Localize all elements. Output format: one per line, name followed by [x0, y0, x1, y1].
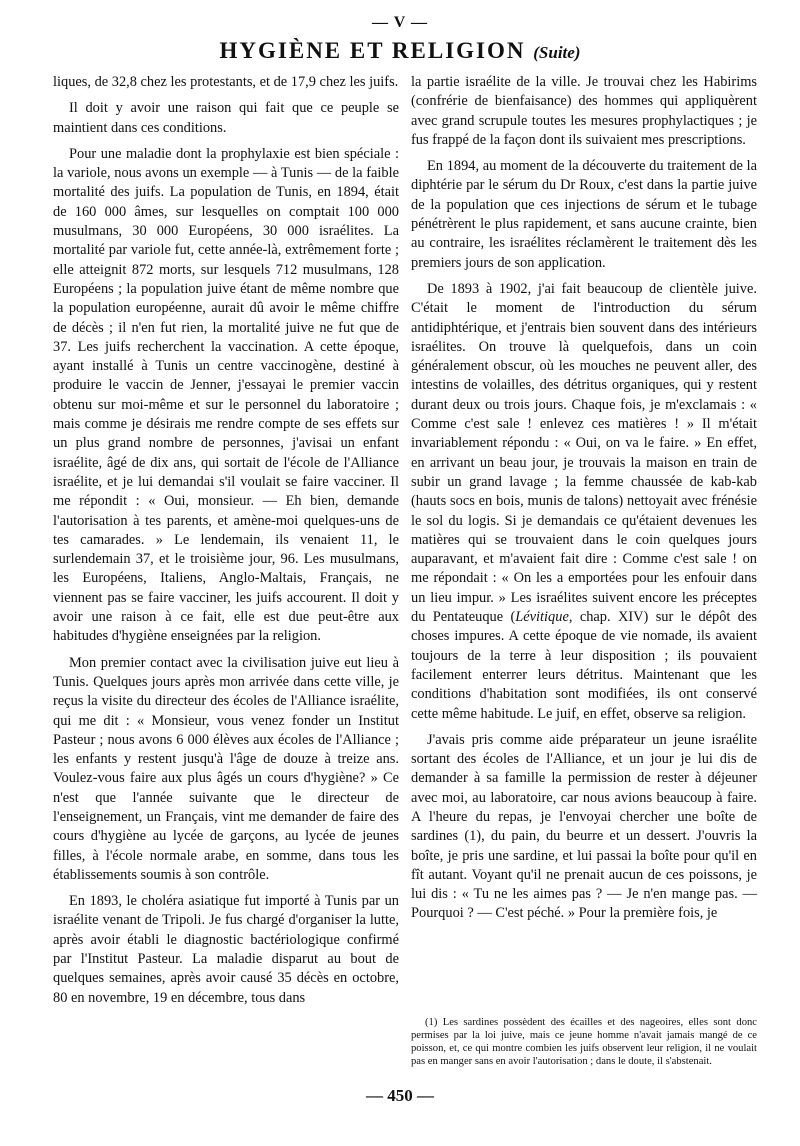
title-main: HYGIÈNE ET RELIGION — [219, 38, 526, 63]
left-column — [53, 73, 399, 1015]
paragraph: liques, de 32,8 chez les protestants, et de 17,9 chez les juifs. — [53, 74, 399, 90]
footnote — [411, 1016, 757, 1068]
paragraph-text: De 1893 à 1902, j'ai fait beaucoup de clientèle juive. C'était le moment de l'introduction du sérum antidiphtérique, et j'entrais bien souvent dans des intérieurs israélites. On trouve là quelquefois, dans un coin généralement obscur, où les mouches ne peuvent aller, des intestins de volailles, des détritus organiques, qui y restent durant deux ou trois jours. Chaque fois, je m'exclamais : « Comme c'est sale ! enlevez ces matières ! » Il m'était invariablement répondu : « Oui, on va le faire. » En effet, en arrivant un beau jour, je trouvais la maison en train de subir un grand lavage ; la femme chaussée de kab-kab (hauts socs en bois, munis de talons) nettoyait avec frénésie le sol du logis. Si je demandais ce qu'étaient devenues les matières qui se trouvaient dans le coin quelques jours auparavant, et m'avaient fait dire : Comme c'est sale ! on me répondait : « On les a emportées pour les enfouir dans un lieu impur. » Les israélites suivent encore les préceptes du Pentateuque ( — [411, 280, 757, 626]
section-number: — V — — [372, 14, 428, 31]
page-title — [0, 38, 800, 64]
paragraph — [411, 280, 757, 724]
footnote-text: (1) Les sardines possèdent des écailles et des nageoires, elles sont donc permises par la loi juive, mais ce jeune homme n'avait jamais mangé de ce poisson, et, ce qui montre combien les juifs observent leur religion, il ne voulait pas en manger sans en avoir l'autorisation ; dans le doute, il s'abstenait. — [411, 1017, 757, 1067]
paragraph: En 1894, au moment de la découverte du traitement de la diphtérie par le sérum du Dr Roux, c'est dans la partie juive de la population que ces injections de sérum et le tubage pénétrèrent le plus rapidement, et sans aucune crainte, bien au contraire, les israélites réclamèrent le traitement dès les premiers jours de son application. — [411, 158, 757, 271]
paragraph: Mon premier contact avec la civilisation juive eut lieu à Tunis. Quelques jours après mon arrivée dans cette ville, je reçus la visite du directeur des écoles de l'Alliance israélite, qui me dit : « Monsieur, vous venez fonder un Institut Pasteur ; nous avons 6 000 élèves aux écoles de l'Alliance ; les enfants y restent jusqu'à l'âge de douze à treize ans. Voulez-vous faire aux plus âgés un cours d'hygiène? » Ce n'est que l'année suivante que le directeur de l'enseignement, un Français, vint me demander de faire des cours d'hygiène au lycée de garçons, au lycée de jeunes filles, à l'école normale arabe, en somme, dans tous les établissements soumis à son contrôle. — [53, 654, 399, 883]
paragraph: la partie israélite de la ville. Je trouvai chez les Habirims (confrérie de bienfaisance) des hommes qui appliquèrent avec grand scrupule toutes les mesures prophylactiques ; je fus frappé de la façon dont ils suivaient mes prescriptions. — [411, 74, 757, 148]
page-number: — 450 — — [366, 1086, 434, 1105]
title-suffix: (Suite) — [533, 43, 581, 62]
paragraph: Pour une maladie dont la prophylaxie est bien spéciale : la variole, nous avons un exemple — à Tunis — de la faible mortalité des juifs. La population de Tunis, en 1894, était de 160 000 âmes, sur lesquelles on comptait 100 000 musulmans, 30 000 Européens, 30 000 israélites. La mortalité par variole fut, cette année-là, extrêmement forte ; elle atteignit 872 morts, sur lesquels 712 musulmans, 128 Européens ; la population juive étant de même nombre que la population européenne, aurait dû avoir le même chiffre de décès ; il n'en fut rien, la mortalité juive ne fut que de 37. Les juifs recherchent la vaccination. A cette époque, ayant installé à Tunis un centre vaccinogène, destiné à produire le vaccin de Jenner, j'essayai le premier vaccin obtenu sur moi-même et sur le personnel du laboratoire ; mais comme je désirais me rendre compte de ses effets sur un plus grand nombre de personnes, j'avisai un enfant israélite, âgé de dix ans, qui sortait de l'école de l'Alliance israélite, et je lui demandai s'il voulait se faire vacciner. Il me répondit : « Oui, monsieur. — Eh bien, demande l'autorisation à tes parents, et amène-moi quelques-uns de tes camarades. » Le lendemain, ils venaient 11, le surlendemain 37, et le troisième jour, 96. Les musulmans, les Européens, Italiens, Anglo-Maltais, Français, ne viennent pas se faire vacciner, les juifs accourent. Il doit y avoir une raison à ce fait, elle est due peut-être aux habitudes d'hygiène enseignées par la religion. — [53, 145, 399, 645]
right-column — [411, 73, 757, 931]
paragraph: En 1893, le choléra asiatique fut importé à Tunis par un israélite venant de Tripoli. Je fus chargé d'organiser la lutte, après avoir établi le diagnostic bactériologique confirmé par l'Institut Pasteur. La maladie disparut au bout de quelques semaines, après avoir causé 35 décès en octobre, 80 en novembre, 19 en décembre, tous dans — [53, 893, 399, 1006]
paragraph: J'avais pris comme aide préparateur un jeune israélite sortant des écoles de l'Alliance, et un jour je lui dis de demander à sa famille la permission de rester à déjeuner avec moi, au laboratoire, car nous avions beaucoup à faire. A l'heure du repas, je l'envoyai chercher une boîte de sardines (1), du pain, du beurre et un dessert. J'ouvris la boîte, je pris une sardine, et lui passai la boîte pour qu'il en fît autant. Voyant qu'il ne prenait aucun de ces poissons, je lui dis : « Tu ne les aimes pas ? — Je n'en mange pas. — Pourquoi ? — C'est péché. » Pour la première fois, je — [411, 731, 757, 922]
paragraph-text: chap. XIV) sur le dépôt des choses impures. A cette époque de vie nomade, ils avaient toujours de la terre à leur disposition ; ils pouvaient facilement enterrer leurs détritus. Maintenant que les conditions d'habitation sont modifiées, ils ont conservé cette même habitude. Le juif, en effet, observe sa religion. — [411, 609, 757, 722]
italic-reference: Lévitique, — [515, 609, 573, 626]
paragraph: Il doit y avoir une raison qui fait que ce peuple se maintient dans ces conditions. — [53, 100, 399, 136]
